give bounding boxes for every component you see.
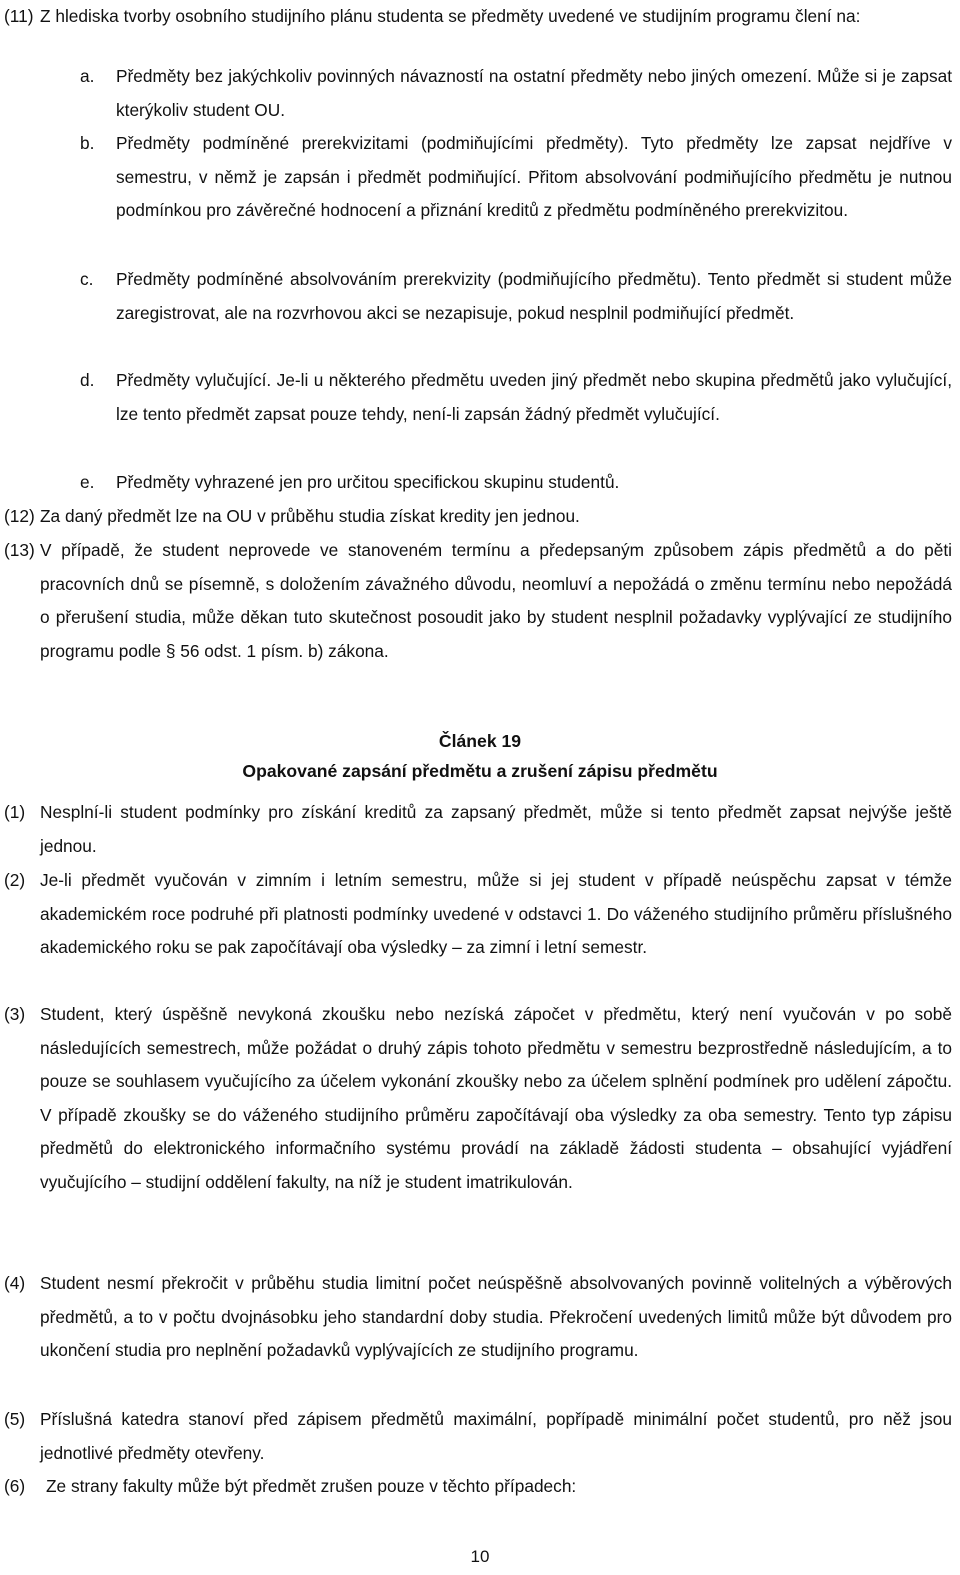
list-item-label: e. xyxy=(80,472,95,492)
paragraph-text: Student nesmí překročit v průběhu studia limitní počet neúspěšně absolvovaných povinně volitelných a výběrových předmětů, a to v počtu dvojnásobku jeho standardní doby studia. Překročení uvedených limitů může být důvodem pro ukončení studia pro neplnění požadavků vyplývajících ze studijního programu. xyxy=(40,1273,952,1361)
article-paragraph-2 xyxy=(4,864,952,965)
article-paragraph-4 xyxy=(4,1267,952,1368)
paragraph-11 xyxy=(4,0,952,34)
article-title: Opakované zapsání předmětu a zrušení zápisu předmětu xyxy=(242,761,718,781)
list-item-b xyxy=(80,127,952,228)
paragraph-text: Za daný předmět lze na OU v průběhu studia získat kredity jen jednou. xyxy=(40,506,580,526)
list-item-label: a. xyxy=(80,66,95,86)
list-item-text: Předměty podmíněné absolvováním prerekvizity (podmiňujícího předmětu). Tento předmět si student může zaregistrovat, ale na rozvrhovou akci se nezapisuje, pokud nesplnil podmiňující předmět. xyxy=(116,269,952,323)
paragraph-text: Student, který úspěšně nevykoná zkoušku nebo nezíská zápočet v předmětu, který není vyučován v po sobě následujících semestrech, může požádat o druhý zápis tohoto předmětu v semestru bezprostředně následujícím, a to pouze se souhlasem vyučujícího za účelem vykonání zkoušky nebo za účelem splnění podmínek pro udělení zápočtu. V případě zkoušky se do váženého studijního průměru započítávají oba výsledky za oba semestry. Tento typ zápisu předmětů do elektronického informačního systému provádí na základě žádosti studenta – obsahující vyjádření vyučujícího – studijní oddělení fakulty, na níž je student imatrikulován. xyxy=(40,1004,952,1192)
paragraph-number: (11) xyxy=(4,6,34,26)
paragraph-text: Příslušná katedra stanoví před zápisem předmětů maximální, popřípadě minimální počet studentů, pro něž jsou jednotlivé předměty otevřeny. xyxy=(40,1409,952,1463)
article-paragraph-3 xyxy=(4,998,952,1200)
article-paragraph-6 xyxy=(4,1470,952,1504)
paragraph-number: (12) xyxy=(4,506,35,526)
list-item-text: Předměty bez jakýchkoliv povinných návazností na ostatní předměty nebo jiných omezení. Může si je zapsat kterýkoliv student OU. xyxy=(116,66,952,120)
paragraph-number: (3) xyxy=(4,1004,26,1024)
paragraph-text: Z hlediska tvorby osobního studijního plánu studenta se předměty uvedené ve studijním programu člení na: xyxy=(40,6,861,26)
list-item-text: Předměty vyhrazené jen pro určitou specifickou skupinu studentů. xyxy=(116,472,620,492)
list-item-c xyxy=(80,263,952,330)
paragraph-number: (2) xyxy=(4,870,26,890)
paragraph-number: (6) xyxy=(4,1476,26,1496)
paragraph-13 xyxy=(4,534,952,668)
list-item-label: d. xyxy=(80,370,95,390)
paragraph-number: (1) xyxy=(4,802,26,822)
paragraph-text: V případě, že student neprovede ve stanoveném termínu a předepsaným způsobem zápis předmětů a do pěti pracovních dnů se písemně, s doložením závažného důvodu, neomluví a nepožádá o změnu termínu nebo nepožádá o přerušení studia, může děkan tuto skutečnost posoudit jako by student nesplnil požadavky vyplývající ze studijního programu podle § 56 odst. 1 písm. b) zákona. xyxy=(40,540,952,661)
paragraph-number: (5) xyxy=(4,1409,26,1429)
list-item-d xyxy=(80,364,952,431)
list-item-a xyxy=(80,60,952,127)
paragraph-text: Ze strany fakulty může být předmět zrušen pouze v těchto případech: xyxy=(46,1476,577,1496)
list-item-label: c. xyxy=(80,269,94,289)
article-paragraph-5 xyxy=(4,1403,952,1470)
paragraph-text: Nesplní-li student podmínky pro získání kreditů za zapsaný předmět, může si tento předmět zapsat nejvýše ještě jednou. xyxy=(40,802,952,856)
page-number: 10 xyxy=(470,1547,490,1566)
list-item-label: b. xyxy=(80,133,95,153)
paragraph-number: (4) xyxy=(4,1273,26,1293)
list-item-text: Předměty vylučující. Je-li u některého předmětu uveden jiný předmět nebo skupina předmětů jako vylučující, lze tento předmět zapsat pouze tehdy, není-li zapsán žádný předmět vylučující. xyxy=(116,370,952,424)
list-item-e xyxy=(80,466,952,500)
article-number: Článek 19 xyxy=(438,731,522,751)
paragraph-number: (13) xyxy=(4,540,35,560)
list-item-text: Předměty podmíněné prerekvizitami (podmiňujícími předměty). Tyto předměty lze zapsat nejdříve v semestru, v němž je zapsán i předmět podmiňující. Přitom absolvování podmiňujícího předmětu je nutnou podmínkou pro závěrečné hodnocení a přiznání kreditů z předmětu podmíněného prerekvizitou. xyxy=(116,133,952,221)
article-paragraph-1 xyxy=(4,796,952,863)
paragraph-text: Je-li předmět vyučován v zimním i letním semestru, může si jej student v případě neúspěchu zapsat v témže akademickém roce podruhé při platnosti podmínky uvedené v odstavci 1. Do váženého studijního průměru příslušného akademického roku se pak započítávají oba výsledky – za zimní i letní semestr. xyxy=(40,870,952,958)
paragraph-12 xyxy=(4,500,952,534)
